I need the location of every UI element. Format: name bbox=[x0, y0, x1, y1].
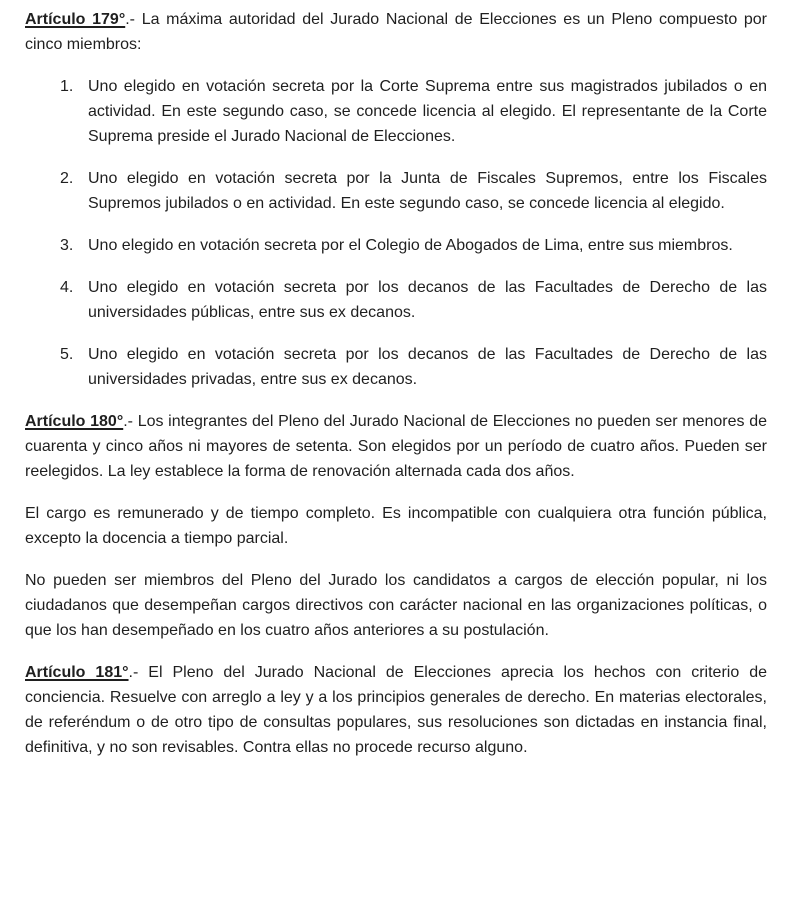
article-180-intro-paragraph bbox=[25, 409, 767, 484]
article-179-separator: .- bbox=[125, 11, 135, 28]
list-item bbox=[25, 233, 767, 258]
article-179-heading: Artículo 179° bbox=[25, 11, 126, 28]
list-item-text: Uno elegido en votación secreta por los decanos de las Facultades de Derecho de las universidades privadas, entre sus ex decanos. bbox=[88, 346, 767, 388]
article-181-intro-paragraph bbox=[25, 660, 767, 760]
list-item-text: Uno elegido en votación secreta por la Junta de Fiscales Supremos, entre los Fiscales Supremos jubilados o en actividad. En este segundo caso, se concede licencia al elegido. bbox=[88, 170, 767, 212]
article-179-intro-paragraph bbox=[25, 7, 767, 57]
list-item-number: 3. bbox=[60, 237, 74, 254]
article-181-separator: .- bbox=[128, 664, 139, 681]
list-item bbox=[25, 166, 767, 216]
article-180-body-paragraph: No pueden ser miembros del Pleno del Jurado los candidatos a cargos de elección popular, ni los ciudadanos que desempeñan cargos directivos con carácter nacional en las organizaciones políticas, o que los han desempeñado en los cuatro años anteriores a su postulación. bbox=[25, 572, 767, 639]
list-item-number: 5. bbox=[60, 346, 74, 363]
article-180-body-paragraph: El cargo es remunerado y de tiempo completo. Es incompatible con cualquiera otra función pública, excepto la docencia a tiempo parcial. bbox=[25, 505, 767, 547]
article-179-list bbox=[25, 74, 767, 392]
list-item-number: 2. bbox=[60, 170, 74, 187]
list-item bbox=[25, 275, 767, 325]
list-item-text: Uno elegido en votación secreta por los decanos de las Facultades de Derecho de las universidades públicas, entre sus ex decanos. bbox=[88, 279, 767, 321]
article-179-intro-text: La máxima autoridad del Jurado Nacional de Elecciones es un Pleno compuesto por cinco miembros: bbox=[25, 11, 768, 53]
list-item-number: 1. bbox=[60, 78, 74, 95]
article-181-heading: Artículo 181° bbox=[25, 664, 129, 681]
list-item-text: Uno elegido en votación secreta por la Corte Suprema entre sus magistrados jubilados o en actividad. En este segundo caso, se concede licencia al elegido. El representante de la Corte Suprema preside el Jurado Nacional de Elecciones. bbox=[88, 78, 767, 145]
article-180-separator: .- bbox=[123, 413, 134, 430]
list-item-text: Uno elegido en votación secreta por el Colegio de Abogados de Lima, entre sus miembros. bbox=[88, 237, 733, 254]
article-181-intro-text: El Pleno del Jurado Nacional de Elecciones aprecia los hechos con criterio de conciencia. Resuelve con arreglo a ley y a los principios generales de derecho. En materias electorales, de referéndum o de otro tipo de consultas populares, sus resoluciones son dictadas en instancia final, definitiva, y no son revisables. Contra ellas no procede recurso alguno. bbox=[25, 664, 768, 756]
article-180-intro-text: Los integrantes del Pleno del Jurado Nacional de Elecciones no pueden ser menores de cuarenta y cinco años ni mayores de setenta. Son elegidos por un período de cuatro años. Pueden ser reelegidos. La ley establece la forma de renovación alternada cada dos años. bbox=[25, 413, 768, 480]
list-item bbox=[25, 74, 767, 149]
list-item bbox=[25, 342, 767, 392]
article-180-heading: Artículo 180° bbox=[25, 413, 124, 430]
list-item-number: 4. bbox=[60, 279, 74, 296]
